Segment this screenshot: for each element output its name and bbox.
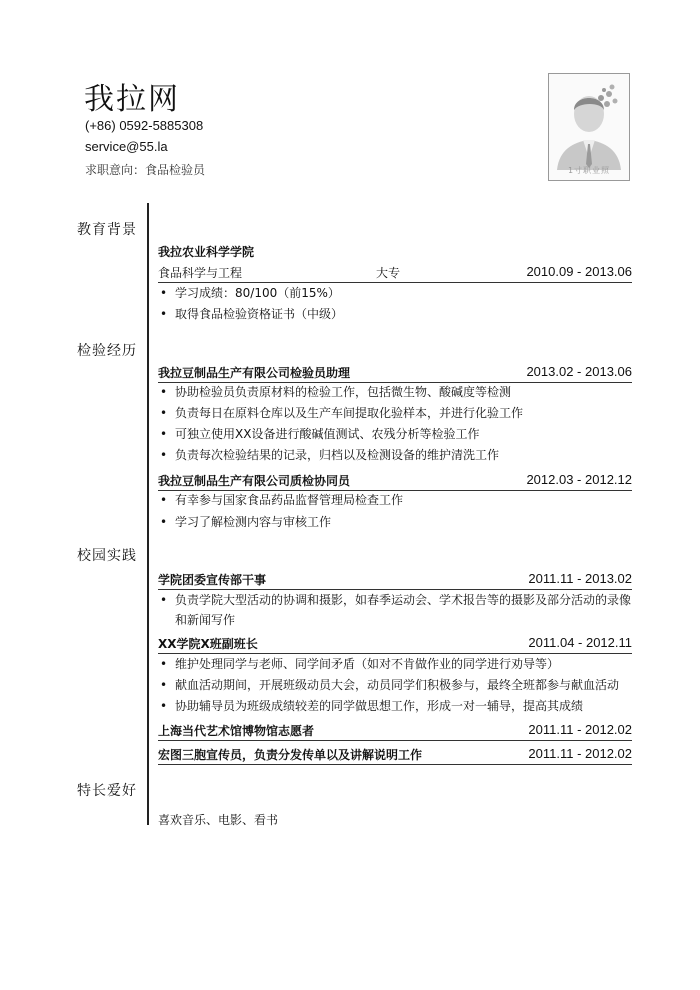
campus-title: 宏图三胞宣传员，负责分发传单以及讲解说明工作 — [158, 748, 423, 762]
campus-row — [158, 569, 632, 590]
experience-row — [158, 362, 632, 383]
timeline-divider — [147, 203, 149, 825]
education-dates: 2010.09 - 2013.06 — [526, 264, 632, 279]
experience-row — [158, 470, 632, 491]
phone-number: (+86) 0592-5885308 — [85, 118, 204, 133]
school-name: 我拉农业科学学院 — [158, 245, 255, 259]
section-experience: 检验经历 — [77, 343, 137, 359]
section-campus: 校园实践 — [77, 548, 137, 564]
campus-title: 上海当代艺术馆博物馆志愿者 — [158, 724, 315, 738]
candidate-name: 我拉网 — [84, 82, 180, 117]
campus-title: XX学院X班副班长 — [158, 637, 258, 651]
section-education: 教育背景 — [77, 222, 137, 238]
experience-title: 我拉豆制品生产有限公司质检协同员 — [158, 474, 351, 488]
major: 食品科学与工程 — [158, 266, 243, 280]
section-hobbies: 特长爱好 — [77, 783, 137, 799]
photo-caption: 1寸职业照 — [567, 166, 611, 175]
degree: 大专 — [376, 266, 401, 280]
experience-title: 我拉豆制品生产有限公司检验员助理 — [158, 366, 351, 380]
campus-row — [158, 744, 632, 765]
campus-dates: 2011.11 - 2013.02 — [528, 571, 632, 586]
campus-title: 学院团委宣传部干事 — [158, 573, 267, 587]
profile-photo — [548, 73, 630, 181]
list-item: • 负责学院大型活动的协调和摄影，如春季运动会、学术报告等的摄影及部分活动的录像和新闻写作 — [160, 593, 632, 627]
job-intent: 求职意向：食品检验员 — [85, 163, 206, 177]
experience-dates: 2012.03 - 2012.12 — [526, 472, 632, 487]
education-major-row — [158, 262, 632, 283]
experience-dates: 2013.02 - 2013.06 — [526, 364, 632, 379]
campus-row — [158, 720, 632, 741]
education-school-row — [158, 241, 632, 261]
hobbies-text: 喜欢音乐、电影、看书 — [158, 813, 279, 827]
campus-dates: 2011.04 - 2012.11 — [528, 635, 632, 650]
campus-dates: 2011.11 - 2012.02 — [528, 746, 632, 761]
email-address: service@55.la — [85, 139, 168, 154]
campus-row — [158, 633, 632, 654]
campus-dates: 2011.11 - 2012.02 — [528, 722, 632, 737]
